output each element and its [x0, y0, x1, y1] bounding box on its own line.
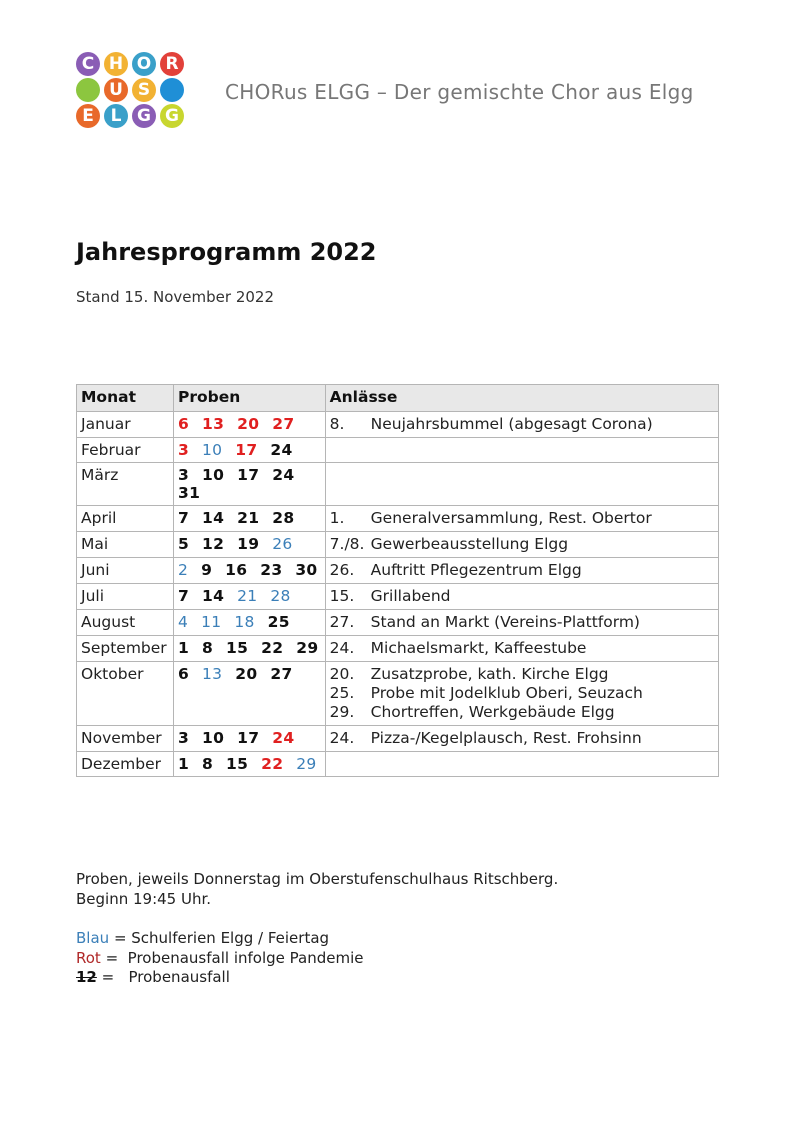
- event-date: 27.: [329, 613, 355, 631]
- events-cell: [325, 438, 718, 463]
- table-row: [77, 463, 719, 506]
- month-cell: März: [77, 463, 174, 506]
- rehearsal-day: 1: [177, 639, 190, 657]
- rehearsal-dates-cell: [173, 463, 325, 506]
- rehearsal-day: 6: [177, 665, 190, 683]
- logo-letter-dot: L: [104, 104, 128, 128]
- logo-letter-dot: C: [76, 52, 100, 76]
- table-row: [77, 662, 719, 726]
- rehearsal-day: 29: [296, 755, 317, 773]
- rehearsal-day: 15: [226, 639, 249, 657]
- rehearsal-day: 13: [202, 415, 225, 433]
- rehearsal-day: 3: [177, 466, 190, 484]
- event-date: 29.: [329, 703, 355, 721]
- event-title: Neujahrsbummel (abgesagt Corona): [370, 415, 653, 433]
- events-cell: [325, 662, 718, 726]
- event-item: [330, 415, 714, 434]
- logo-letter-dot: [76, 78, 100, 102]
- rehearsal-dates-cell: [173, 412, 325, 438]
- rehearsal-day: 4: [177, 613, 189, 631]
- rehearsal-day: 29: [296, 639, 319, 657]
- rehearsal-day: 17: [237, 729, 260, 747]
- rehearsal-day: 9: [201, 561, 213, 579]
- event-title: Chortreffen, Werkgebäude Elgg: [370, 703, 615, 721]
- legend-blue-text: = Schulferien Elgg / Feiertag: [109, 929, 330, 947]
- logo-letter-dot: U: [104, 78, 128, 102]
- rehearsal-time-note: Beginn 19:45 Uhr.: [76, 889, 212, 908]
- rehearsal-day: 3: [177, 441, 190, 459]
- rehearsal-day: 15: [226, 755, 249, 773]
- month-cell: Februar: [77, 438, 174, 463]
- event-date: 24.: [329, 729, 355, 747]
- event-item: [330, 613, 714, 632]
- events-cell: [325, 610, 718, 636]
- events-cell: [325, 584, 718, 610]
- event-date: 7./8.: [329, 535, 365, 553]
- table-row: [77, 506, 719, 532]
- rehearsal-day: 27: [272, 415, 295, 433]
- rehearsal-day: 12: [202, 535, 225, 553]
- rehearsal-day: 17: [237, 466, 260, 484]
- rehearsal-day: 10: [202, 441, 223, 459]
- event-item: [330, 684, 714, 703]
- table-header-row: [77, 385, 719, 412]
- rehearsal-dates-cell: [173, 584, 325, 610]
- rehearsal-day: 24: [270, 441, 293, 459]
- rehearsal-day: 14: [202, 587, 225, 605]
- rehearsal-day: 7: [177, 587, 190, 605]
- month-cell: September: [77, 636, 174, 662]
- rehearsal-day: 16: [225, 561, 248, 579]
- month-cell: April: [77, 506, 174, 532]
- rehearsal-dates-cell: [173, 726, 325, 752]
- event-date: 1.: [329, 509, 345, 527]
- rehearsal-day: 8: [202, 639, 214, 657]
- table-row: [77, 636, 719, 662]
- rehearsal-dates-cell: [173, 636, 325, 662]
- rehearsal-day: 19: [237, 535, 260, 553]
- event-title: Zusatzprobe, kath. Kirche Elgg: [370, 665, 609, 683]
- rehearsal-location-note: Proben, jeweils Donnerstag im Oberstufenschulhaus Ritschberg.: [76, 870, 559, 888]
- rehearsal-day: 23: [260, 561, 283, 579]
- event-item: [330, 703, 714, 722]
- event-item: [330, 665, 714, 684]
- legend-blue: [76, 929, 363, 949]
- rehearsal-day: 27: [270, 665, 293, 683]
- page-title: Jahresprogramm 2022: [76, 238, 377, 266]
- event-date: 8.: [329, 415, 345, 433]
- month-cell: Januar: [77, 412, 174, 438]
- table-row: [77, 438, 719, 463]
- event-item: [330, 639, 714, 658]
- legend-blue-word: Blau: [76, 929, 110, 947]
- events-cell: [325, 532, 718, 558]
- events-cell: [325, 752, 718, 777]
- rehearsal-day: 5: [177, 535, 190, 553]
- header-title: CHORus ELGG – Der gemischte Chor aus Elgg: [225, 80, 694, 104]
- rehearsal-dates-cell: [173, 506, 325, 532]
- logo-letter-dot: [160, 78, 184, 102]
- table-row: [77, 412, 719, 438]
- legend-strike: [76, 968, 363, 988]
- rehearsal-dates-cell: [173, 438, 325, 463]
- event-date: 24.: [329, 639, 355, 657]
- rehearsal-day: 10: [202, 729, 225, 747]
- logo-letter-dot: H: [104, 52, 128, 76]
- rehearsal-day: 31: [177, 484, 201, 502]
- event-title: Michaelsmarkt, Kaffeestube: [370, 639, 587, 657]
- rehearsal-dates-cell: [173, 532, 325, 558]
- event-date: 15.: [329, 587, 355, 605]
- month-cell: Mai: [77, 532, 174, 558]
- events-cell: [325, 726, 718, 752]
- rehearsal-day: 17: [235, 441, 258, 459]
- event-item: [330, 729, 714, 748]
- events-cell: [325, 412, 718, 438]
- rehearsal-day: 24: [272, 729, 295, 747]
- table-row: [77, 752, 719, 777]
- rehearsal-day: 18: [234, 613, 255, 631]
- chorus-elgg-logo: [76, 52, 188, 132]
- rehearsal-day: 21: [237, 587, 258, 605]
- event-title: Generalversammlung, Rest. Obertor: [370, 509, 652, 527]
- table-row: [77, 584, 719, 610]
- column-header-month: Monat: [77, 385, 174, 412]
- logo-letter-dot: E: [76, 104, 100, 128]
- rehearsal-day: 22: [261, 755, 284, 773]
- rehearsal-day: 14: [202, 509, 225, 527]
- rehearsal-day: 11: [201, 613, 222, 631]
- rehearsal-day: 30: [295, 561, 318, 579]
- rehearsal-day: 28: [272, 509, 295, 527]
- table-row: [77, 558, 719, 584]
- event-date: 26.: [329, 561, 355, 579]
- table-row: [77, 532, 719, 558]
- legend-red: [76, 949, 363, 969]
- rehearsal-notes: [76, 870, 558, 909]
- event-item: [330, 561, 714, 580]
- event-title: Auftritt Pflegezentrum Elgg: [370, 561, 582, 579]
- table-row: [77, 610, 719, 636]
- rehearsal-day: 6: [177, 415, 190, 433]
- rehearsal-day: 2: [177, 561, 189, 579]
- rehearsal-day: 20: [237, 415, 260, 433]
- program-table: [76, 384, 719, 777]
- events-cell: [325, 463, 718, 506]
- logo-letter-dot: G: [160, 104, 184, 128]
- legend-strike-text: = Probenausfall: [96, 968, 230, 986]
- rehearsal-dates-cell: [173, 610, 325, 636]
- rehearsal-day: 28: [270, 587, 291, 605]
- event-date: 20.: [329, 665, 355, 683]
- legend-red-text: = Probenausfall infolge Pandemie: [100, 948, 364, 967]
- rehearsal-day: 22: [261, 639, 284, 657]
- month-cell: Juli: [77, 584, 174, 610]
- rehearsal-day: 20: [235, 665, 258, 683]
- events-cell: [325, 558, 718, 584]
- rehearsal-day: 7: [177, 509, 190, 527]
- event-title: Gewerbeausstellung Elgg: [370, 535, 569, 553]
- legend-red-word: Rot: [76, 948, 101, 967]
- month-cell: November: [77, 726, 174, 752]
- rehearsal-dates-cell: [173, 752, 325, 777]
- events-cell: [325, 636, 718, 662]
- rehearsal-day: 3: [177, 729, 190, 747]
- logo-letter-dot: R: [160, 52, 184, 76]
- logo-letter-dot: O: [132, 52, 156, 76]
- rehearsal-day: 24: [272, 466, 295, 484]
- stand-date: Stand 15. November 2022: [76, 288, 274, 306]
- table-row: [77, 726, 719, 752]
- events-cell: [325, 506, 718, 532]
- column-header-events: Anlässe: [325, 385, 718, 412]
- rehearsal-dates-cell: [173, 662, 325, 726]
- rehearsal-day: 8: [202, 755, 214, 773]
- event-item: [330, 509, 714, 528]
- rehearsal-day: 26: [272, 535, 293, 553]
- program-table-body: [77, 412, 719, 777]
- event-title: Pizza-/Kegelplausch, Rest. Frohsinn: [370, 729, 642, 747]
- rehearsal-day: 1: [177, 755, 190, 773]
- month-cell: Dezember: [77, 752, 174, 777]
- rehearsal-day: 21: [237, 509, 260, 527]
- event-title: Stand an Markt (Vereins-Plattform): [370, 613, 640, 631]
- rehearsal-day: 25: [267, 613, 290, 631]
- legend: [76, 929, 363, 988]
- event-title: Grillabend: [370, 587, 451, 605]
- event-item: [330, 587, 714, 606]
- rehearsal-dates-cell: [173, 558, 325, 584]
- month-cell: August: [77, 610, 174, 636]
- month-cell: Oktober: [77, 662, 174, 726]
- logo-letter-dot: G: [132, 104, 156, 128]
- event-item: [330, 535, 714, 554]
- rehearsal-day: 13: [202, 665, 223, 683]
- rehearsal-day: 10: [202, 466, 225, 484]
- legend-strike-example: 12: [76, 968, 97, 986]
- logo-letter-dot: S: [132, 78, 156, 102]
- column-header-rehearsals: Proben: [173, 385, 325, 412]
- month-cell: Juni: [77, 558, 174, 584]
- event-date: 25.: [329, 684, 355, 702]
- event-title: Probe mit Jodelklub Oberi, Seuzach: [370, 684, 643, 702]
